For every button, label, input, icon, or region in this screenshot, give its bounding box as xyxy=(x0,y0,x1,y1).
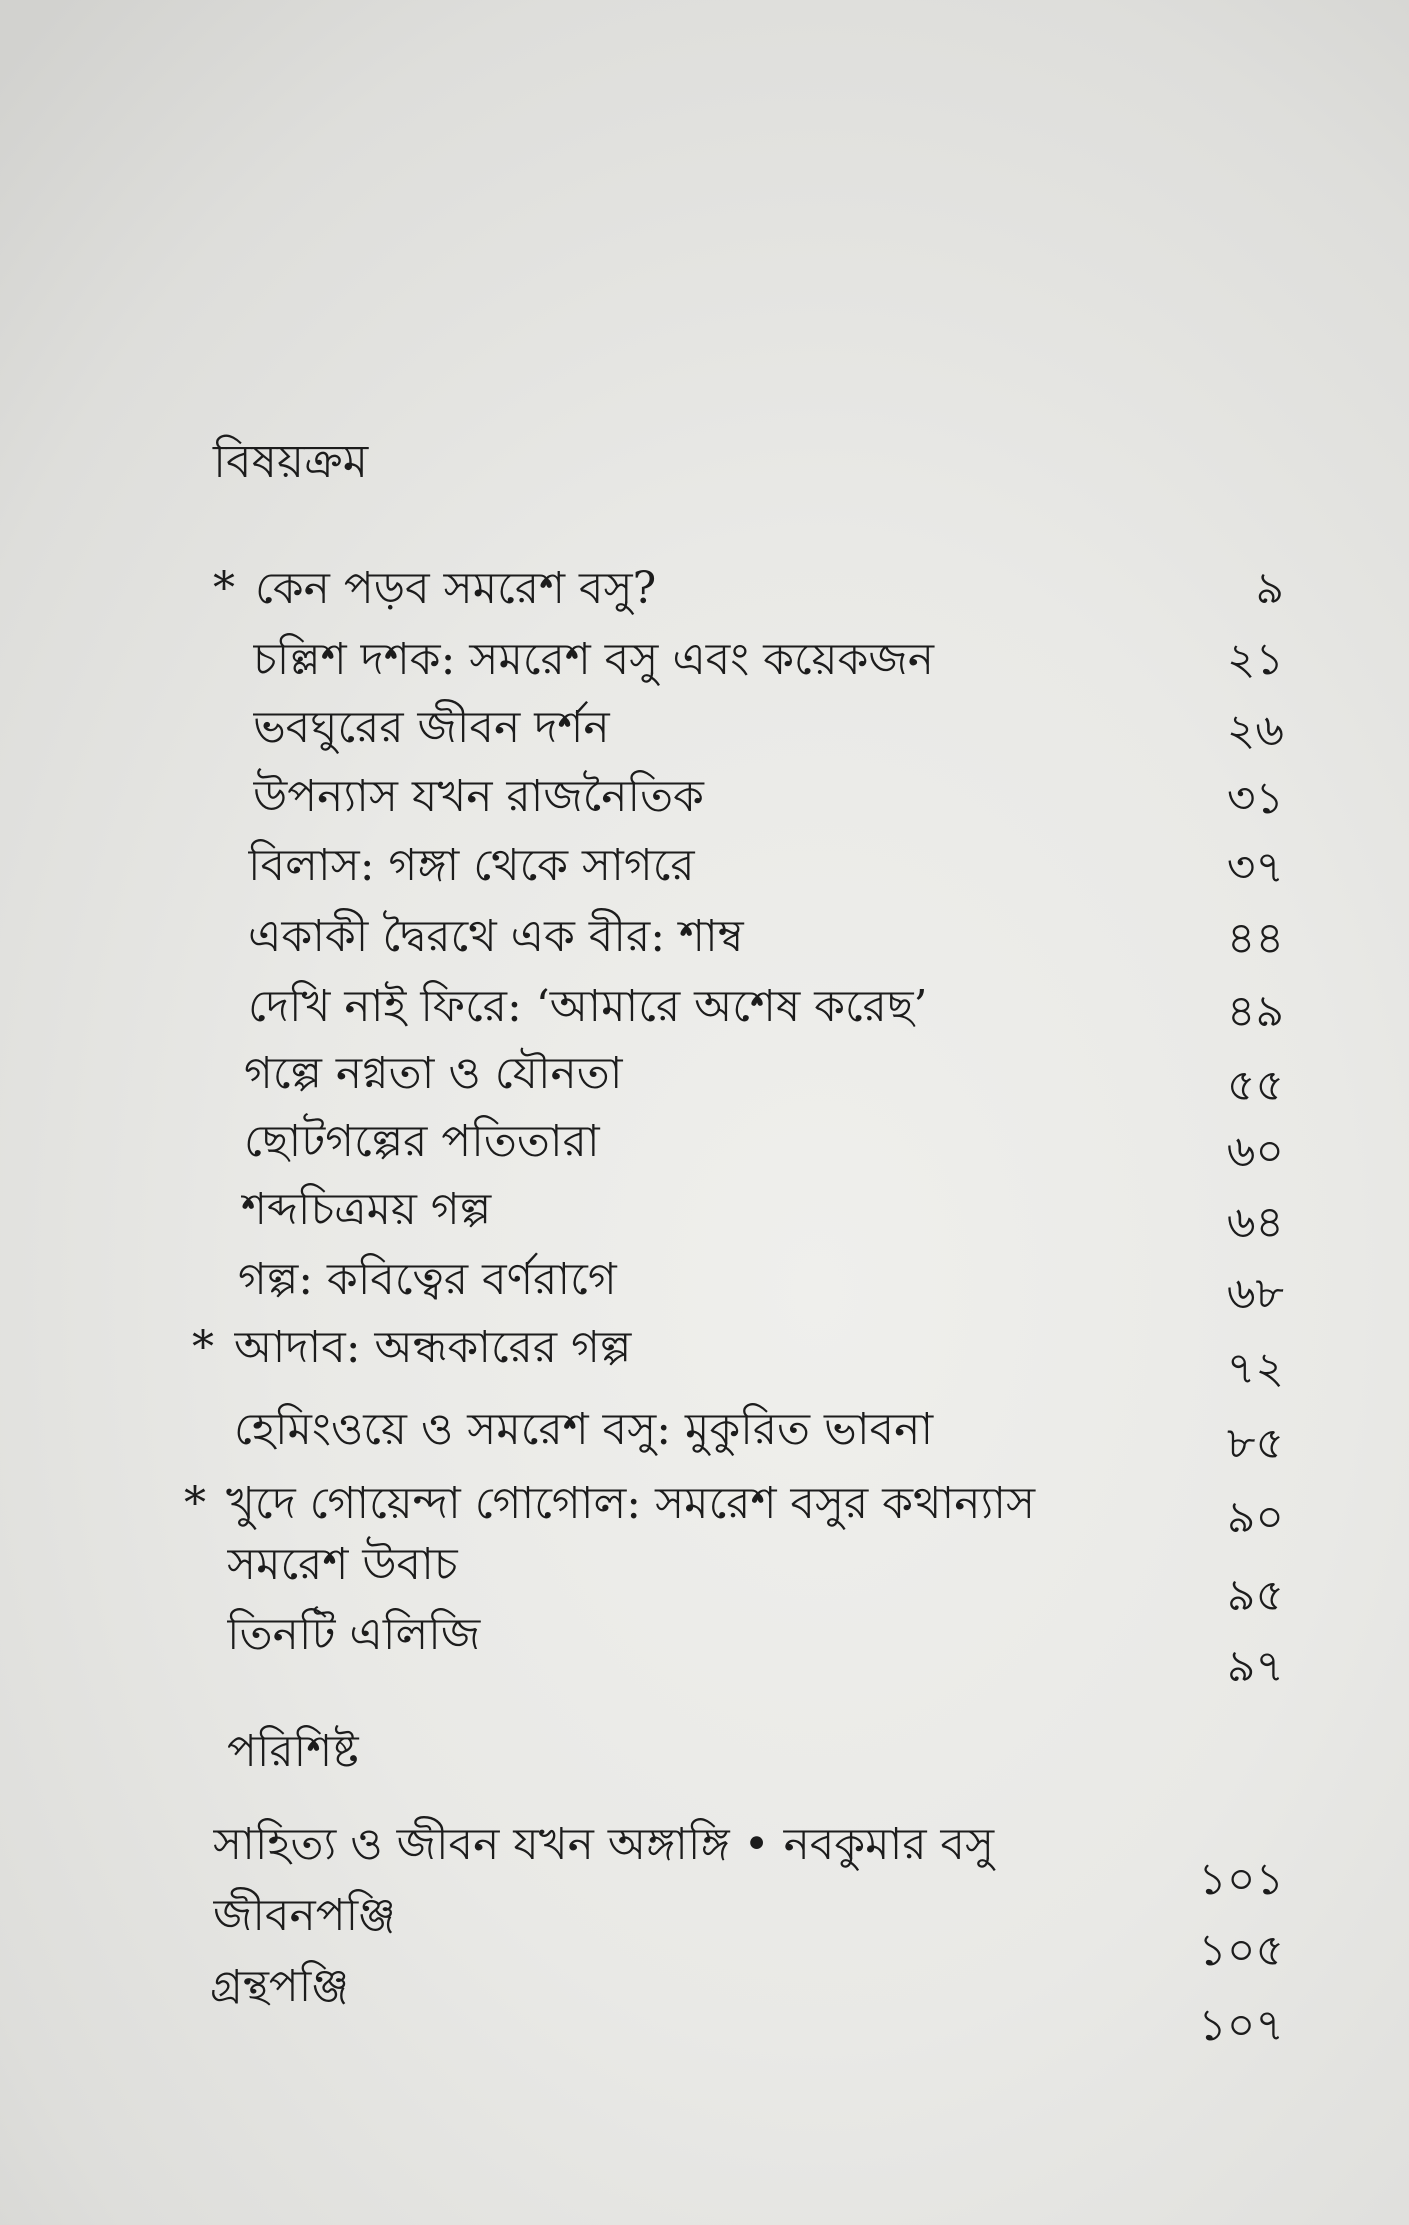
entry-title: কেন পড়ব সমরেশ বসু? xyxy=(255,563,657,614)
page-number: ১০৭ xyxy=(1198,2000,1284,2051)
page-number: ৯৭ xyxy=(1226,1641,1284,1692)
page-number: ৬৮ xyxy=(1226,1268,1284,1319)
page-number: ৬৪ xyxy=(1226,1197,1284,1248)
entry-title-with-author xyxy=(213,1815,1134,1875)
toc-entry xyxy=(184,1474,1284,1543)
bullet-separator: • xyxy=(743,1819,770,1870)
entry-title: চল্লিশ দশক: সমরেশ বসু এবং কয়েকজন xyxy=(253,634,935,685)
contents-heading: বিষয়ক্রম xyxy=(213,434,369,488)
appendix-entry xyxy=(213,1886,1284,1976)
toc-entry xyxy=(234,1400,1284,1469)
appendix-entry xyxy=(210,1957,1284,2051)
entry-title: শব্দচিত্রময় গল্প xyxy=(241,1184,492,1235)
toc-entry xyxy=(244,1112,1284,1177)
page-number: ২৬ xyxy=(1226,705,1284,756)
toc-entry xyxy=(253,698,1284,758)
entry-title: সমরেশ উবাচ xyxy=(227,1539,458,1590)
entry-title: হেমিংওয়ে ও সমরেশ বসু: মুকুরিত ভাবনা xyxy=(234,1404,934,1455)
toc-entry xyxy=(253,630,1284,690)
appendix-heading: পরিশিষ্ট xyxy=(227,1726,359,1777)
asterisk-marker: * xyxy=(192,1322,214,1373)
appendix-entry xyxy=(213,1815,1284,1905)
entry-title: খুদে গোয়েন্দা গোগোল: সমরেশ বসুর কথান্যাস xyxy=(226,1478,1036,1529)
page-number: ৪৪ xyxy=(1226,913,1284,964)
page-number: ৩৭ xyxy=(1226,842,1284,893)
page-number: ৫৫ xyxy=(1226,1060,1284,1111)
toc-entry xyxy=(248,977,1284,1037)
toc-entry xyxy=(253,767,1284,827)
entry-title: একাকী দ্বৈরথে এক বীর: শাম্ব xyxy=(248,911,744,962)
entry-title: সাহিত্য ও জীবন যখন অঙ্গাঙ্গি xyxy=(213,1819,730,1870)
page-number: ৬০ xyxy=(1226,1126,1284,1177)
asterisk-marker: * xyxy=(184,1478,206,1529)
toc-entry xyxy=(238,1250,1284,1319)
page-number: ১০৫ xyxy=(1198,1925,1284,1976)
entry-title: ভবঘুরের জীবন দর্শন xyxy=(253,702,610,753)
entry-title: উপন্যাস যখন রাজনৈতিক xyxy=(253,771,704,822)
page-number: ৯ xyxy=(1255,563,1284,614)
entry-title: জীবনপঞ্জি xyxy=(213,1890,396,1941)
page-number: ১০১ xyxy=(1198,1854,1284,1905)
asterisk-marker: * xyxy=(213,563,235,614)
entry-title: গ্রন্থপঞ্জি xyxy=(210,1961,349,2012)
entry-title: দেখি নাই ফিরে: ‘আমারে অশেষ করেছ’ xyxy=(248,981,928,1032)
entry-title: গল্পে নগ্নতা ও যৌনতা xyxy=(244,1048,623,1099)
toc-entry xyxy=(227,1535,1284,1621)
page-number: ৩১ xyxy=(1226,773,1284,824)
entry-title: বিলাস: গঙ্গা থেকে সাগরে xyxy=(248,840,695,891)
toc-entry xyxy=(248,907,1284,967)
page-number: ৯০ xyxy=(1226,1492,1284,1543)
toc-entry xyxy=(213,559,1284,619)
toc-entry xyxy=(248,836,1284,896)
toc-entry xyxy=(227,1605,1284,1692)
toc-entry xyxy=(241,1180,1284,1248)
entry-title: গল্প: কবিত্বের বর্ণরাগে xyxy=(238,1254,617,1305)
page-number: ৪৯ xyxy=(1226,986,1284,1037)
entry-title: আদাব: অন্ধকারের গল্প xyxy=(234,1322,632,1373)
entry-title: ছোটগল্পের পতিতারা xyxy=(244,1116,600,1167)
entry-title: তিনটি এলিজি xyxy=(227,1609,481,1660)
page-number: ২১ xyxy=(1226,634,1284,685)
toc-entry xyxy=(192,1318,1284,1394)
page-number: ৯৫ xyxy=(1226,1570,1284,1621)
page-number: ৭২ xyxy=(1226,1343,1284,1394)
entry-author: নবকুমার বসু xyxy=(783,1819,995,1870)
page-number: ৮৫ xyxy=(1226,1418,1284,1469)
toc-entry xyxy=(244,1044,1284,1111)
